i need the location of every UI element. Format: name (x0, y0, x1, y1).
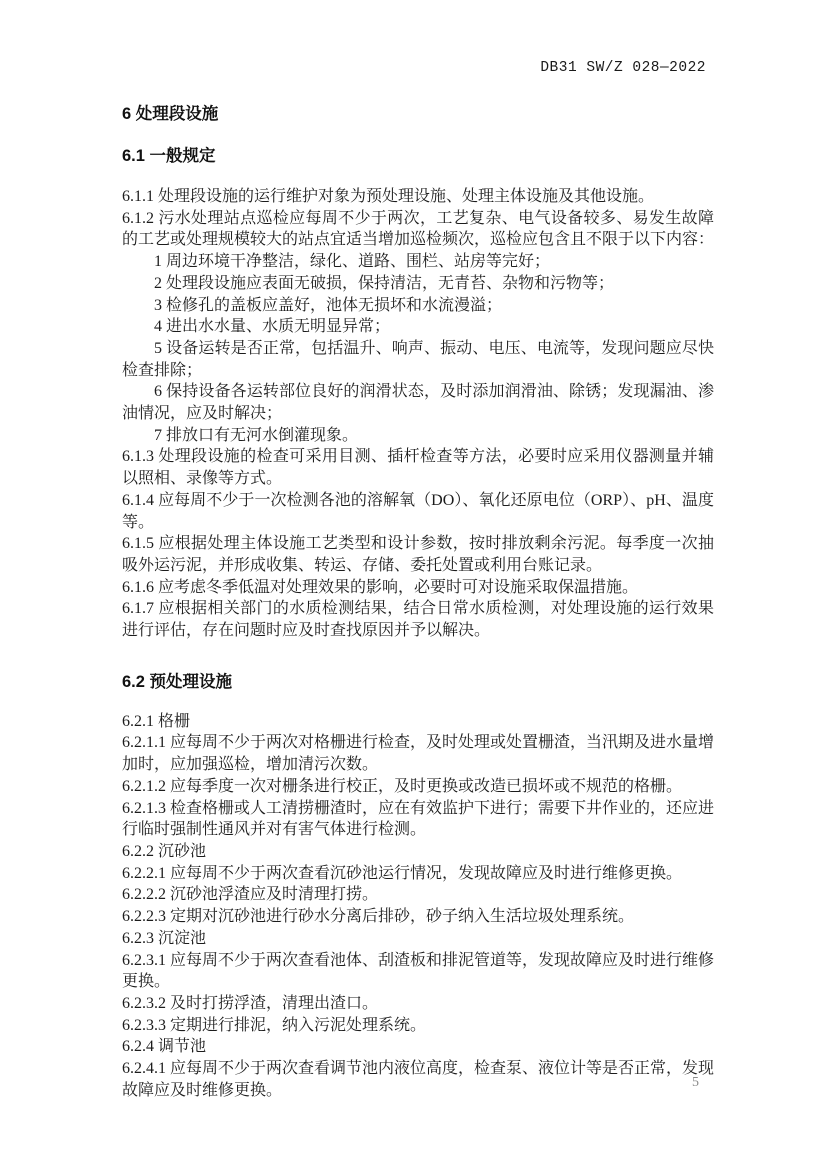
clause-paragraph: 6.2.2 沉砂池 (122, 842, 207, 860)
list-item: 3 检修孔的盖板应盖好，池体无损坏和水流漫溢； (154, 296, 503, 314)
list-item: 5 设备运转是否正常，包括温升、响声、振动、电压、电流等，发现问题应尽快检查排除； (122, 339, 714, 379)
standard-code-header: DB31 SW/Z 028—2022 (540, 60, 706, 76)
clause-paragraph: 6.2.3.2 及时打捞浮渣，清理出渣口。 (122, 994, 379, 1012)
list-item: 1 周边环境干净整洁，绿化、道路、围栏、站房等完好； (154, 253, 551, 271)
list-item: 7 排放口有无河水倒灌现象。 (154, 426, 359, 444)
clause-paragraph: 6.2.1.2 应每季度一次对栅条进行校正，及时更换或改造已损坏或不规范的格栅。 (122, 777, 683, 795)
subsection-heading: 6.2 预处理设施 (122, 672, 233, 691)
clause-paragraph: 6.1.7 应根据相关部门的水质检测结果，结合日常水质检测，对处理设施的运行效果进行评估，存在问题时应及时查找原因并予以解决。 (122, 600, 714, 640)
clause-paragraph: 6.2.4.1 应每周不少于两次查看调节池内液位高度，检查泵、液位计等是否正常，发现故障应及时维修更换。 (122, 1060, 715, 1099)
list-item: 6 保持设备各运转部位良好的润滑状态，及时添加润滑油、除锈；发现漏油、渗油情况，应及时解决； (122, 383, 714, 423)
clause-paragraph: 6.1.6 应考虑冬季低温对处理效果的影响，必要时可对设施采取保温措施。 (122, 578, 639, 596)
subsection-heading: 6.1 一般规定 (122, 147, 216, 165)
clause-paragraph: 6.2.3.1 应每周不少于两次查看池体、刮渣板和排泥管道等，发现故障应及时进行维修更换。 (122, 951, 715, 991)
section-heading: 6 处理段设施 (122, 105, 219, 123)
clause-paragraph: 6.2.3.3 定期进行排泥，纳入污泥处理系统。 (122, 1016, 427, 1034)
clause-paragraph: 6.1.4 应每周不少于一次检测各池的溶解氧（DO）、氧化还原电位（ORP）、pH、温度等。 (122, 491, 714, 531)
list-item: 4 进出水水量、水质无明显异常； (154, 318, 391, 336)
clause-paragraph: 6.1.5 应根据处理主体设施工艺类型和设计参数，按时排放剩余污泥。每季度一次抽吸外运污泥，并形成收集、转运、存储、委托处置或利用台账记录。 (122, 535, 714, 574)
document-body (122, 103, 714, 1101)
clause-paragraph: 6.2.4 调节池 (122, 1038, 207, 1056)
clause-paragraph: 6.2.1 格栅 (122, 712, 191, 730)
clause-paragraph: 6.2.3 沉淀池 (122, 929, 207, 947)
clause-paragraph: 6.2.1.1 应每周不少于两次对格栅进行检查，及时处理或处置栅渣，当汛期及进水量增加时，应加强巡检，增加清污次数。 (122, 734, 715, 774)
clause-paragraph: 6.2.1.3 检查格栅或人工清捞栅渣时，应在有效监护下进行；需要下井作业的，还应进行临时强制性通风并对有害气体进行检测。 (122, 799, 715, 839)
clause-paragraph: 6.2.2.3 定期对沉砂池进行砂水分离后排砂，砂子纳入生活垃圾处理系统。 (122, 908, 635, 926)
clause-paragraph: 6.1.2 污水处理站点巡检应每周不少于两次，工艺复杂、电气设备较多、易发生故障的工艺或处理规模较大的站点宜适当增加巡检频次，巡检应包含且不限于以下内容： (122, 209, 715, 249)
page-number: 5 (692, 1075, 699, 1090)
list-item: 2 处理段设施应表面无破损，保持清洁，无青苔、杂物和污物等； (154, 274, 615, 292)
clause-paragraph: 6.1.1 处理段设施的运行维护对象为预处理设施、处理主体设施及其他设施。 (122, 188, 655, 205)
clause-paragraph: 6.2.2.1 应每周不少于两次查看沉砂池运行情况，发现故障应及时进行维修更换。 (122, 864, 683, 882)
clause-paragraph: 6.2.2.2 沉砂池浮渣应及时清理打捞。 (122, 886, 379, 904)
clause-paragraph: 6.1.3 处理段设施的检查可采用目测、插杆检查等方法，必要时应采用仪器测量并辅以照相、录像等方式。 (122, 448, 714, 488)
